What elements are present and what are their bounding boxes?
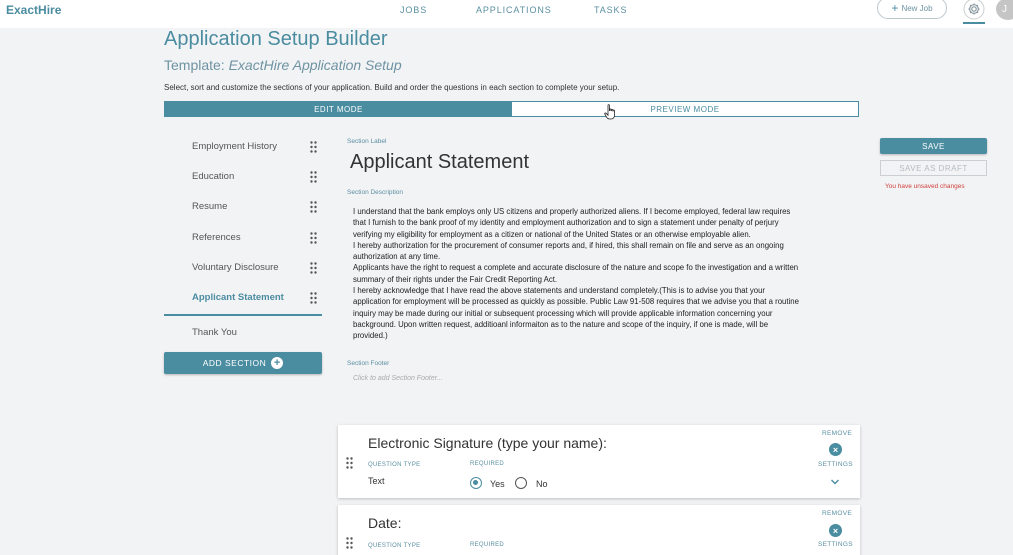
sidebar-item-label: References [192,232,241,243]
sidebar-item-applicant-statement[interactable] [164,283,322,313]
save-as-draft-button[interactable]: SAVE AS DRAFT [880,160,987,176]
required-yes-label: Yes [490,479,505,489]
template-value: ExactHire Application Setup [228,57,402,73]
hand-cursor-icon [604,104,616,120]
question-title[interactable]: Date: [368,515,402,531]
drag-handle-icon[interactable] [346,537,353,549]
new-job-button[interactable] [877,0,947,19]
sidebar-item-label: Voluntary Disclosure [192,262,279,273]
sidebar-item-label: Employment History [192,141,277,152]
section-footer-caption: Section Footer [347,360,390,367]
sidebar-item-thank-you[interactable] [164,318,322,348]
section-footer-input[interactable]: Click to add Section Footer... [353,375,443,382]
required-no-radio[interactable] [515,477,527,489]
edit-mode-tab[interactable]: EDIT MODE [165,102,512,116]
description-paragraph: I understand that the bank employs only US citizens and properly authorized aliens. If I become employed, federal law requires that I furnish to the bank proof of my identity and employment authorization and to sign a statement under penalty of perjury verifying my eligibility for employment as a citizen or national of the United States or an otherwise employable alien. [353,207,791,239]
chevron-down-icon[interactable] [830,478,840,486]
avatar-initial: J [1002,3,1007,15]
drag-handle-icon[interactable] [310,201,317,213]
section-label-caption: Section Label [347,138,387,145]
question-card [338,505,860,555]
nav-tasks[interactable]: TASKS [594,5,628,15]
add-section-label: ADD SECTION [202,358,267,368]
nav-jobs[interactable]: JOBS [400,5,428,15]
close-circle-icon[interactable]: × [829,443,842,456]
settings-caption: SETTINGS [818,461,853,468]
drag-handle-icon[interactable] [346,457,353,469]
template-name [164,57,402,73]
section-label-input[interactable]: Applicant Statement [350,151,529,173]
remove-caption: REMOVE [822,510,852,517]
question-title[interactable]: Electronic Signature (type your name): [368,435,607,451]
required-caption: REQUIRED [470,542,505,548]
required-no-label: No [536,479,548,489]
question-type-caption: QUESTION TYPE [368,462,421,468]
sidebar-item-label: Resume [192,201,228,212]
question-type-caption: QUESTION TYPE [368,543,421,549]
drag-handle-icon[interactable] [310,232,317,244]
required-yes-radio[interactable] [470,477,482,489]
sidebar-item-resume[interactable] [164,192,322,222]
description-paragraph: I hereby authorization for the procurement of consumer reports and, if hired, this shall remain on file and serve as an ongoing authorization at any time. [353,240,784,262]
preview-mode-tab[interactable]: PREVIEW MODE [512,102,858,116]
question-card [338,425,860,498]
required-caption: REQUIRED [470,461,505,467]
save-button[interactable]: SAVE [880,138,987,154]
sidebar-item-education[interactable] [164,162,322,192]
sidebar-item-employment-history[interactable] [164,132,322,162]
sidebar-item-references[interactable] [164,223,322,253]
drag-handle-icon[interactable] [310,262,317,274]
mode-toggle [164,101,859,117]
plus-icon: + [891,1,899,15]
sidebar-item-label: Education [192,171,235,182]
brand-logo[interactable]: ExactHire [6,3,62,17]
add-section-button[interactable] [164,352,322,374]
close-circle-icon[interactable]: × [829,524,842,537]
question-type-value[interactable]: Text [368,476,385,486]
settings-caption: SETTINGS [818,541,853,548]
new-job-label: New Job [901,3,933,13]
remove-caption: REMOVE [822,430,852,437]
section-description-editor[interactable] [353,206,803,342]
sidebar-item-label: Thank You [192,327,237,338]
section-description-caption: Section Description [347,189,403,196]
active-tab-indicator [963,22,985,24]
top-navigation-bar [0,0,1013,28]
page-title: Application Setup Builder [164,28,388,50]
gear-icon[interactable] [963,0,985,20]
unsaved-changes-message: You have unsaved changes [885,183,965,190]
description-paragraph: Applicants have the right to request a complete and accurate disclosure of the nature and scope fo the investigation and a written summary of their rights under the Fair Credit Reporting Act. [353,263,799,284]
drag-handle-icon[interactable] [310,292,317,304]
nav-applications[interactable]: APPLICATIONS [476,5,552,15]
sidebar-item-label: Applicant Statement [192,292,284,303]
description-paragraph: I hereby acknowledge that I have read the above statements and understand completely.(This is to advise you that your application for employment will be processed as quickly as possible. Public Law 91-508 requires that we advise you that a routine inquiry may be made during our initial or subsequent processing which will provide applicable information concerning your background. Upon written request, additioanl informaiton as to the nature and scope of the inquiry, if one is made, will be provided.) [353,286,799,341]
plus-circle-icon: + [271,357,283,369]
drag-handle-icon[interactable] [310,171,317,183]
active-section-indicator [164,314,322,316]
drag-handle-icon[interactable] [310,141,317,153]
sidebar-item-voluntary-disclosure[interactable] [164,253,322,283]
template-prefix: Template: [164,57,225,73]
instructions-text: Select, sort and customize the sections of your application. Build and order the questions in each section to complete your setup. [164,83,620,92]
